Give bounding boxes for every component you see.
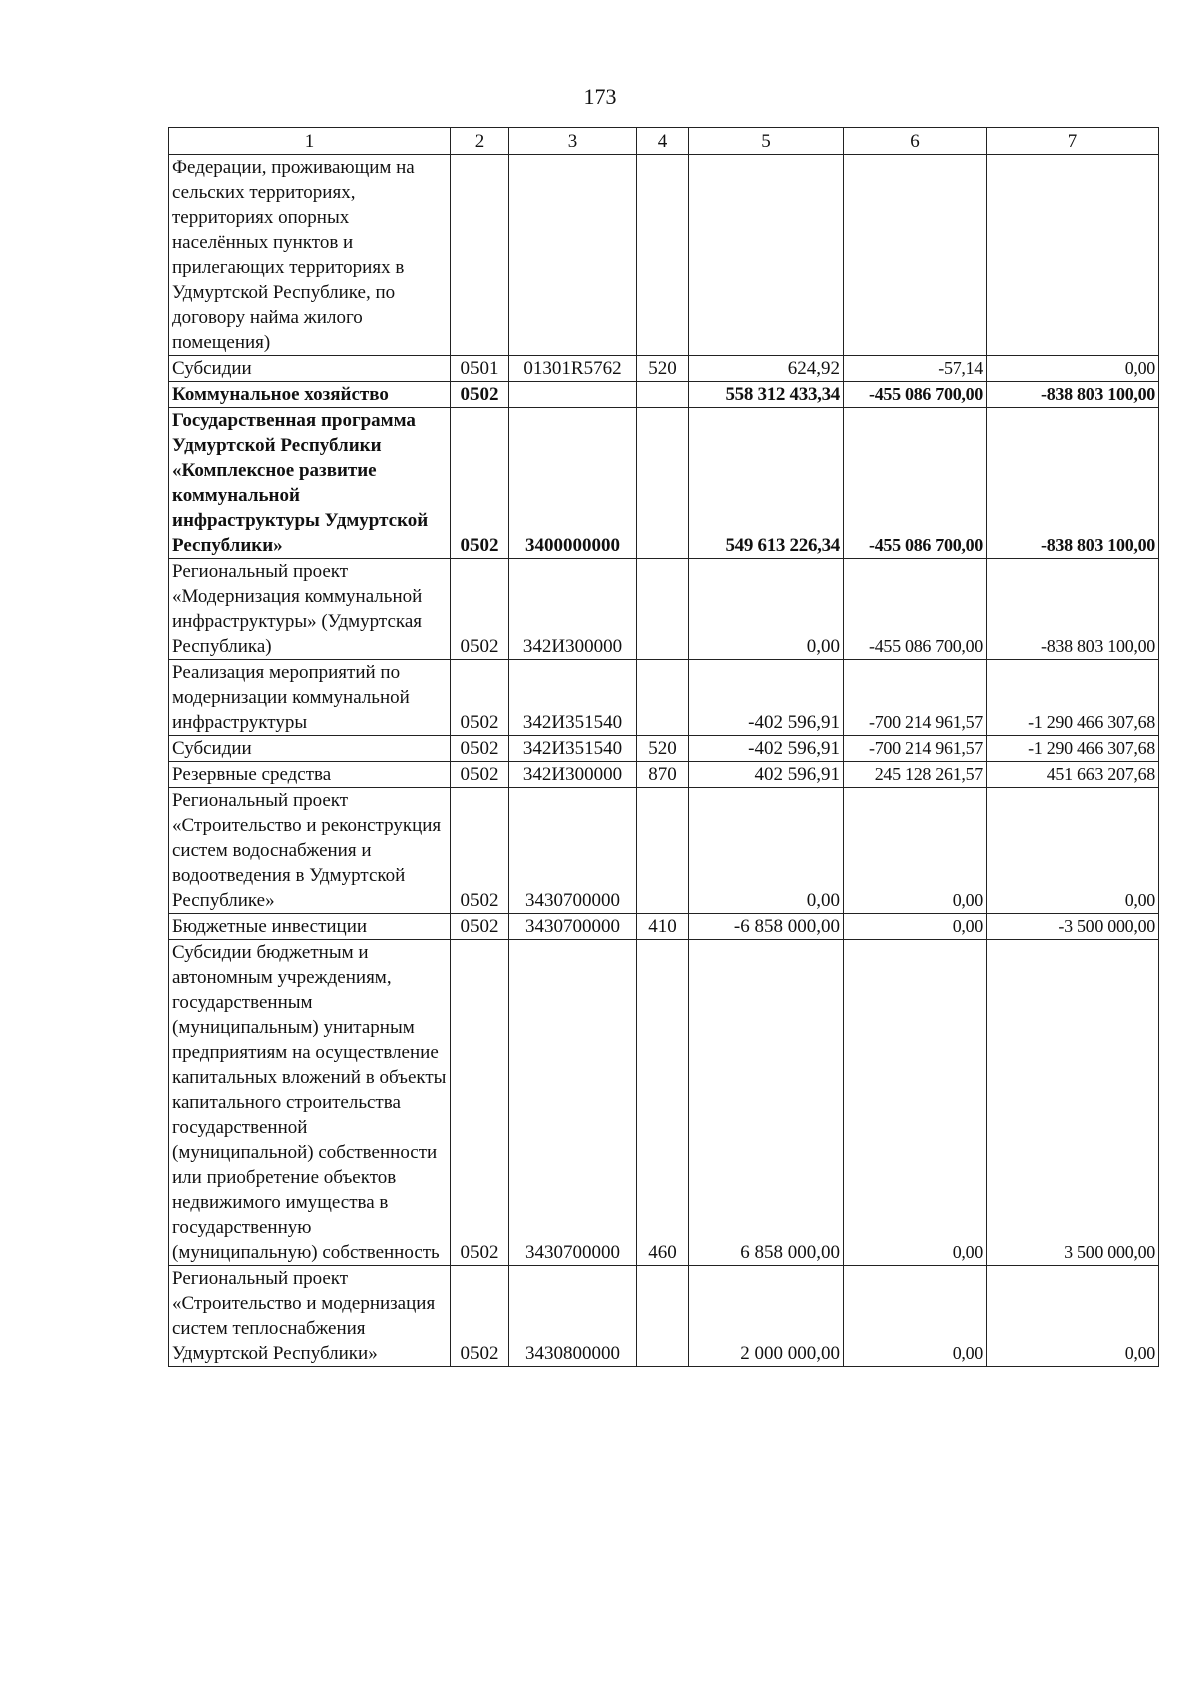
section-code	[451, 155, 509, 356]
table-row	[169, 356, 1159, 382]
column-header: 1	[169, 128, 451, 155]
target-article-code: 342И300000	[509, 762, 637, 788]
column-header: 7	[987, 128, 1159, 155]
row-name: Бюджетные инвестиции	[169, 914, 451, 940]
section-code: 0502	[451, 788, 509, 914]
row-name: Резервные средства	[169, 762, 451, 788]
column-header: 6	[844, 128, 987, 155]
section-code: 0502	[451, 736, 509, 762]
expense-type-code: 520	[637, 356, 689, 382]
row-name: Субсидии бюджетным и автономным учреждениям, государственным (муниципальным) унитарным предприятиям на осуществление капитальных вложений в объекты капитального строительства государственной (муниципальной) собственности или приобретение объектов недвижимого имущества в государственную (муниципальную) собственность	[169, 940, 451, 1266]
row-name: Государственная программа Удмуртской Республики «Комплексное развитие коммунальной инфраструктуры Удмуртской Республики»	[169, 408, 451, 559]
table-row	[169, 940, 1159, 1266]
amount-col-5: -402 596,91	[689, 660, 844, 736]
table-row	[169, 155, 1159, 356]
expense-type-code: 460	[637, 940, 689, 1266]
expense-type-code	[637, 408, 689, 559]
table-row	[169, 382, 1159, 408]
section-code: 0501	[451, 356, 509, 382]
section-code: 0502	[451, 762, 509, 788]
table-row	[169, 788, 1159, 914]
amount-col-6: 0,00	[844, 914, 987, 940]
table-row	[169, 762, 1159, 788]
amount-col-5: 402 596,91	[689, 762, 844, 788]
amount-col-7: -838 803 100,00	[987, 382, 1159, 408]
target-article-code: 01301R5762	[509, 356, 637, 382]
page-number: 173	[583, 84, 617, 109]
amount-col-7: -1 290 466 307,68	[987, 660, 1159, 736]
amount-col-7: 0,00	[987, 788, 1159, 914]
column-header: 5	[689, 128, 844, 155]
amount-col-7: -3 500 000,00	[987, 914, 1159, 940]
row-name: Субсидии	[169, 736, 451, 762]
amount-col-7: -838 803 100,00	[987, 559, 1159, 660]
target-article-code: 3430700000	[509, 788, 637, 914]
section-code: 0502	[451, 382, 509, 408]
amount-col-5: 558 312 433,34	[689, 382, 844, 408]
target-article-code: 3430800000	[509, 1266, 637, 1367]
section-code: 0502	[451, 660, 509, 736]
expense-type-code: 870	[637, 762, 689, 788]
amount-col-7: 3 500 000,00	[987, 940, 1159, 1266]
amount-col-6	[844, 155, 987, 356]
table-row	[169, 1266, 1159, 1367]
row-name: Региональный проект «Строительство и реконструкция систем водоснабжения и водоотведения в Удмуртской Республике»	[169, 788, 451, 914]
amount-col-6: -455 086 700,00	[844, 382, 987, 408]
row-name: Субсидии	[169, 356, 451, 382]
amount-col-6: 245 128 261,57	[844, 762, 987, 788]
budget-table	[168, 127, 1159, 1367]
target-article-code: 342И300000	[509, 559, 637, 660]
target-article-code: 342И351540	[509, 660, 637, 736]
expense-type-code	[637, 559, 689, 660]
table-header-row	[169, 128, 1159, 155]
expense-type-code	[637, 382, 689, 408]
target-article-code	[509, 382, 637, 408]
table-row	[169, 559, 1159, 660]
amount-col-5	[689, 155, 844, 356]
expense-type-code	[637, 1266, 689, 1367]
amount-col-6: 0,00	[844, 788, 987, 914]
row-name: Реализация мероприятий по модернизации коммунальной инфраструктуры	[169, 660, 451, 736]
row-name: Коммунальное хозяйство	[169, 382, 451, 408]
amount-col-6: 0,00	[844, 940, 987, 1266]
expense-type-code	[637, 788, 689, 914]
column-header: 2	[451, 128, 509, 155]
target-article-code: 3430700000	[509, 914, 637, 940]
target-article-code	[509, 155, 637, 356]
amount-col-5: 0,00	[689, 788, 844, 914]
table-row	[169, 408, 1159, 559]
amount-col-7: -1 290 466 307,68	[987, 736, 1159, 762]
expense-type-code	[637, 660, 689, 736]
amount-col-5: -6 858 000,00	[689, 914, 844, 940]
amount-col-7: 451 663 207,68	[987, 762, 1159, 788]
table-row	[169, 914, 1159, 940]
target-article-code: 342И351540	[509, 736, 637, 762]
target-article-code: 3400000000	[509, 408, 637, 559]
amount-col-5: 549 613 226,34	[689, 408, 844, 559]
amount-col-7: 0,00	[987, 1266, 1159, 1367]
target-article-code: 3430700000	[509, 940, 637, 1266]
row-name: Региональный проект «Строительство и модернизация систем теплоснабжения Удмуртской Республики»	[169, 1266, 451, 1367]
amount-col-5: 2 000 000,00	[689, 1266, 844, 1367]
section-code: 0502	[451, 940, 509, 1266]
section-code: 0502	[451, 408, 509, 559]
amount-col-6: -455 086 700,00	[844, 408, 987, 559]
row-name: Федерации, проживающим на сельских территориях, территориях опорных населённых пунктов и прилегающих территориях в Удмуртской Республике, по договору найма жилого помещения)	[169, 155, 451, 356]
row-name: Региональный проект «Модернизация коммунальной инфраструктуры» (Удмуртская Республика)	[169, 559, 451, 660]
section-code: 0502	[451, 559, 509, 660]
amount-col-6: 0,00	[844, 1266, 987, 1367]
expense-type-code	[637, 155, 689, 356]
amount-col-6: -700 214 961,57	[844, 736, 987, 762]
amount-col-6: -455 086 700,00	[844, 559, 987, 660]
amount-col-7: -838 803 100,00	[987, 408, 1159, 559]
amount-col-5: -402 596,91	[689, 736, 844, 762]
amount-col-7: 0,00	[987, 356, 1159, 382]
amount-col-5: 6 858 000,00	[689, 940, 844, 1266]
column-header: 4	[637, 128, 689, 155]
amount-col-6: -700 214 961,57	[844, 660, 987, 736]
column-header: 3	[509, 128, 637, 155]
amount-col-6: -57,14	[844, 356, 987, 382]
expense-type-code: 410	[637, 914, 689, 940]
table-row	[169, 736, 1159, 762]
expense-type-code: 520	[637, 736, 689, 762]
table-row	[169, 660, 1159, 736]
amount-col-5: 624,92	[689, 356, 844, 382]
section-code: 0502	[451, 914, 509, 940]
amount-col-7	[987, 155, 1159, 356]
amount-col-5: 0,00	[689, 559, 844, 660]
section-code: 0502	[451, 1266, 509, 1367]
